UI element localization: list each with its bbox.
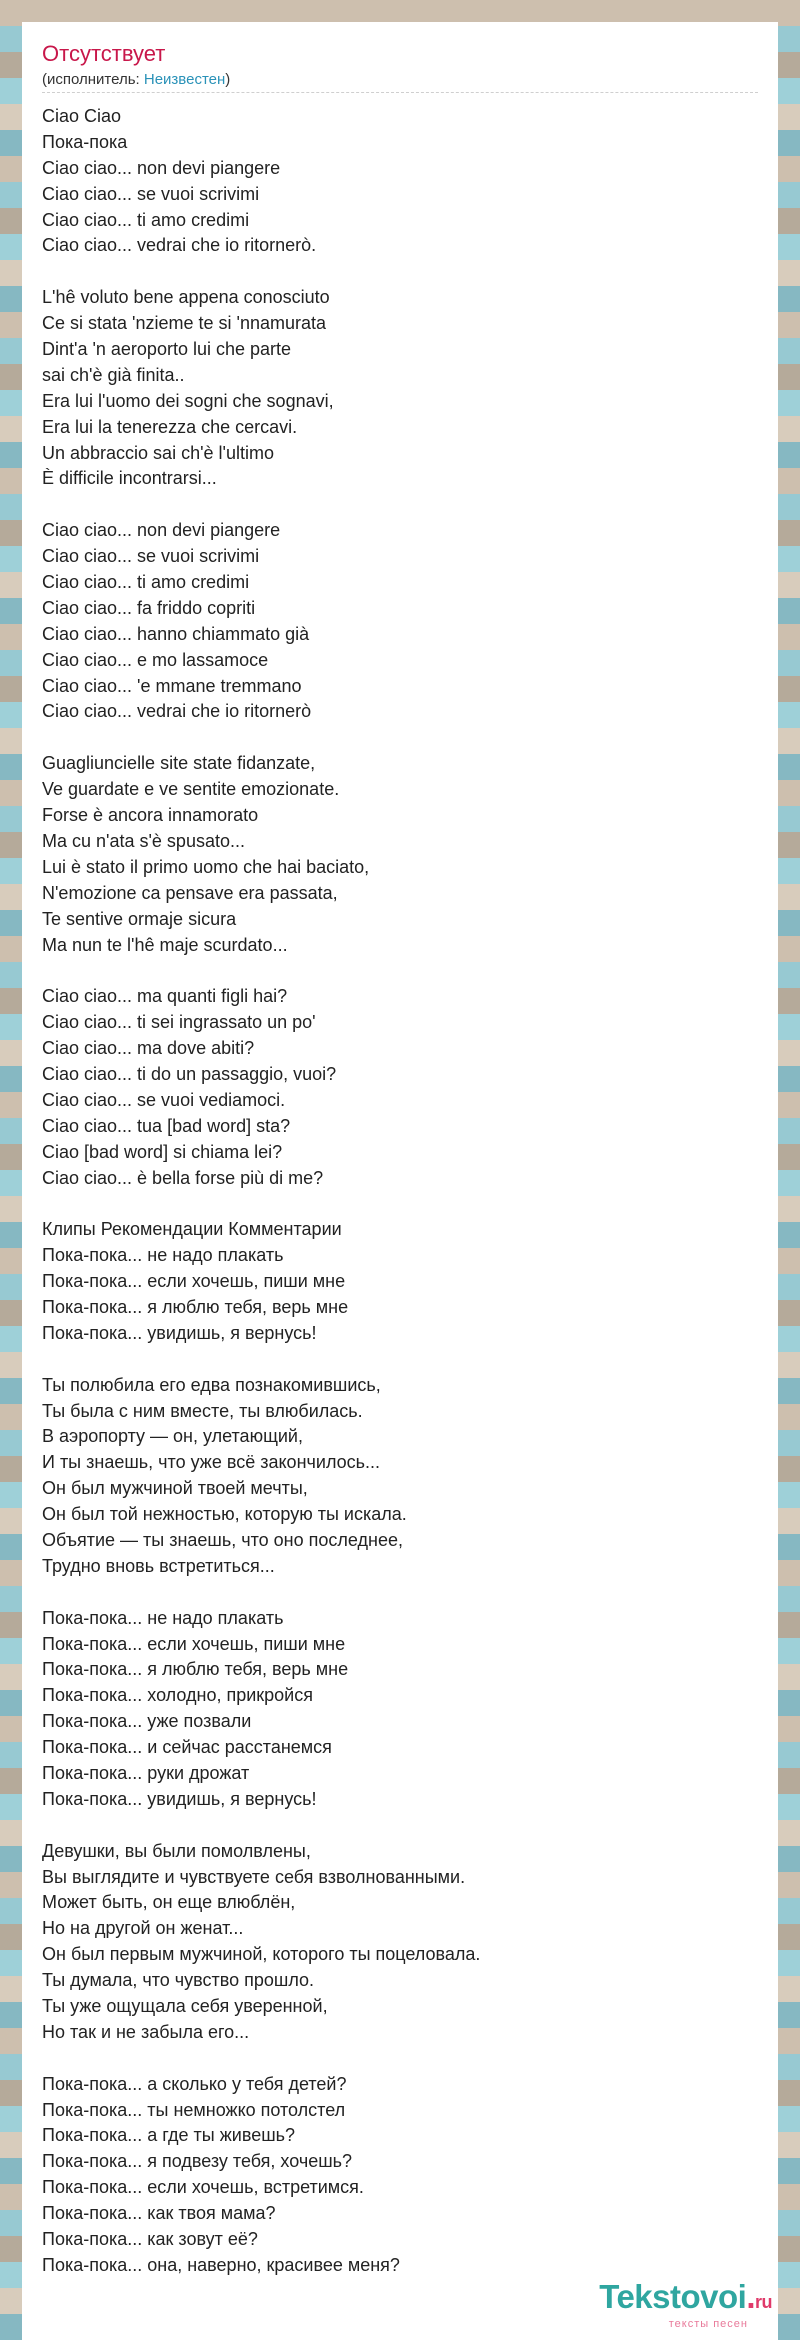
lyric-line: Пока-пока... если хочешь, пиши мне (42, 1271, 346, 1292)
lyric-line: Вы выглядите и чувствуете себя взволнованными. (42, 1866, 466, 1887)
lyric-line: Пока-пока... уже позвали (42, 1711, 252, 1732)
lyric-line: Ты была с ним вместе, ты влюбилась. (42, 1400, 363, 1421)
lyric-line: Ты думала, что чувство прошло. (42, 1970, 315, 1991)
lyric-line: Ciao ciao... ma dove abiti? (42, 1038, 255, 1059)
site-logo[interactable] (572, 2272, 772, 2334)
page-title: Отсутствует (42, 41, 166, 66)
lyric-line: Ma nun te l'hê maje scurdato... (42, 934, 288, 955)
logo-name: Tekstovoi (599, 2278, 747, 2315)
lyric-line: Ciao [bad word] si chiama lei? (42, 1141, 283, 1162)
lyric-line: Lui è stato il primo uomo che hai baciato, (42, 856, 370, 877)
lyric-line: Ciao ciao... fa friddo copriti (42, 597, 256, 618)
divider (42, 92, 758, 93)
lyric-line: Ma cu n'ata s'è spusato... (42, 830, 245, 851)
lyric-line: Era lui la tenerezza che cercavi. (42, 416, 298, 437)
lyric-line: Ciao ciao... vedrai che io ritornerò. (42, 235, 317, 256)
lyric-line: Te sentive ormaje sicura (42, 908, 237, 929)
stanza-break (42, 492, 742, 518)
lyric-line: В аэропорту — он, улетающий, (42, 1426, 303, 1447)
lyric-line: Пока-пока... холодно, прикройся (42, 1685, 313, 1706)
lyric-line: Ciao ciao... non devi piangere (42, 157, 281, 178)
lyric-line: Ты уже ощущала себя уверенной, (42, 1996, 328, 2017)
stanza-break (42, 725, 742, 751)
logo-dot: . (746, 2278, 755, 2315)
artist-line (42, 70, 230, 90)
stanza-break (42, 1813, 742, 1839)
lyric-line: Пока-пока... увидишь, я вернусь! (42, 1788, 317, 1809)
artist-prefix: (исполнитель: (42, 71, 144, 88)
lyric-line: Ciao ciao... non devi piangere (42, 520, 281, 541)
lyric-line: Ciao ciao... ti amo credimi (42, 572, 250, 593)
lyric-line: Пока-пока... увидишь, я вернусь! (42, 1322, 317, 1343)
lyric-line: Пока-пока... как зовут её? (42, 2229, 258, 2250)
lyric-line: Пока-пока... и сейчас расстанемся (42, 1737, 332, 1758)
lyric-line: Трудно вновь встретиться... (42, 1555, 275, 1576)
lyric-line: Ciao ciao... ti do un passaggio, vuoi? (42, 1063, 337, 1084)
lyric-line: Ciao Ciao (42, 106, 122, 126)
lyric-line: Он был той нежностью, которую ты искала. (42, 1504, 407, 1525)
logo-tld: ru (755, 2292, 772, 2312)
lyric-line: Но так и не забыла его... (42, 2021, 250, 2042)
lyric-line: Guagliuncielle site state fidanzate, (42, 753, 316, 774)
stanza-break (42, 2046, 742, 2072)
logo-wordmark[interactable] (599, 2278, 772, 2316)
lyric-line: Dint'a 'n aeroporto lui che parte (42, 339, 292, 360)
lyric-line: Пока-пока... я подвезу тебя, хочешь? (42, 2151, 353, 2172)
lyric-line: Пока-пока... я люблю тебя, верь мне (42, 1296, 349, 1317)
lyric-line: Ciao ciao... e mo lassamoce (42, 649, 269, 670)
lyric-line: Пока-пока... я люблю тебя, верь мне (42, 1659, 349, 1680)
lyric-line: Ce si stata 'nzieme te si 'nnamurata (42, 313, 327, 334)
lyric-line: Ciao ciao... ma quanti figli hai? (42, 986, 288, 1007)
lyric-line: sai ch'è già finita.. (42, 364, 185, 385)
lyric-line: È difficile incontrarsi... (42, 468, 217, 489)
lyric-line: Пока-пока... а сколько у тебя детей? (42, 2073, 347, 2094)
lyric-line: Но на другой он женат... (42, 1918, 244, 1939)
lyric-line: N'emozione ca pensave era passata, (42, 882, 338, 903)
lyric-line: Ciao ciao... ti sei ingrassato un po' (42, 1012, 316, 1033)
stanza-break (42, 1191, 742, 1217)
lyric-line: И ты знаешь, что уже всё закончилось... (42, 1452, 381, 1473)
lyric-line: Ve guardate e ve sentite emozionate. (42, 779, 340, 800)
lyric-line: Era lui l'uomo dei sogni che sognavi, (42, 390, 334, 411)
stanza-break (42, 958, 742, 984)
lyric-line: Пока-пока... не надо плакать (42, 1607, 284, 1628)
lyric-line: Ciao ciao... se vuoi vediamoci. (42, 1089, 286, 1110)
logo-tagline: тексты песен (668, 2318, 748, 2330)
lyric-line: Он был первым мужчиной, которого ты поцеловала. (42, 1944, 481, 1965)
lyric-line: Пока-пока... она, наверно, красивее меня? (42, 2254, 400, 2275)
lyric-line: Пока-пока... как твоя мама? (42, 2203, 276, 2224)
stanza-break (42, 1347, 742, 1373)
artist-suffix: ) (225, 71, 231, 88)
lyric-line: Ciao ciao... se vuoi scrivimi (42, 183, 260, 204)
lyric-line: Объятие — ты знаешь, что оно последнее, (42, 1529, 403, 1550)
stanza-break (42, 259, 742, 285)
artist-link[interactable]: Неизвестен (143, 71, 226, 88)
lyric-line: Пока-пока (42, 131, 128, 152)
lyric-line: L'hê voluto bene appena conosciuto (42, 287, 330, 308)
lyric-line: Может быть, он еще влюблён, (42, 1892, 296, 1913)
lyric-line: Ты полюбила его едва познакомившись, (42, 1374, 381, 1395)
lyric-line: Он был мужчиной твоей мечты, (42, 1478, 308, 1499)
lyric-line: Клипы Рекомендации Комментарии (42, 1219, 342, 1240)
lyric-line: Forse è ancora innamorato (42, 805, 259, 826)
lyric-line: Пока-пока... не надо плакать (42, 1245, 284, 1266)
lyrics-text (42, 104, 742, 2279)
lyric-line: Ciao ciao... vedrai che io ritornerò (42, 701, 312, 722)
lyric-line: Пока-пока... если хочешь, встретимся. (42, 2177, 364, 2198)
lyric-line: Ciao ciao... è bella forse più di me? (42, 1167, 324, 1188)
lyric-line: Ciao ciao... 'e mmane tremmano (42, 675, 302, 696)
lyric-line: Ciao ciao... tua [bad word] sta? (42, 1115, 291, 1136)
lyric-line: Пока-пока... ты немножко потолстел (42, 2099, 346, 2120)
lyric-line: Пока-пока... а где ты живешь? (42, 2125, 296, 2146)
stanza-break (42, 1580, 742, 1606)
lyric-line: Un abbraccio sai ch'è l'ultimo (42, 442, 274, 463)
lyric-line: Ciao ciao... hanno chiammato già (42, 623, 310, 644)
lyric-line: Девушки, вы были помолвлены, (42, 1840, 311, 1861)
lyric-line: Ciao ciao... se vuoi scrivimi (42, 546, 260, 567)
lyric-line: Ciao ciao... ti amo credimi (42, 209, 250, 230)
lyric-line: Пока-пока... если хочешь, пиши мне (42, 1633, 346, 1654)
lyrics-card (22, 22, 778, 2340)
lyric-line: Пока-пока... руки дрожат (42, 1763, 250, 1783)
